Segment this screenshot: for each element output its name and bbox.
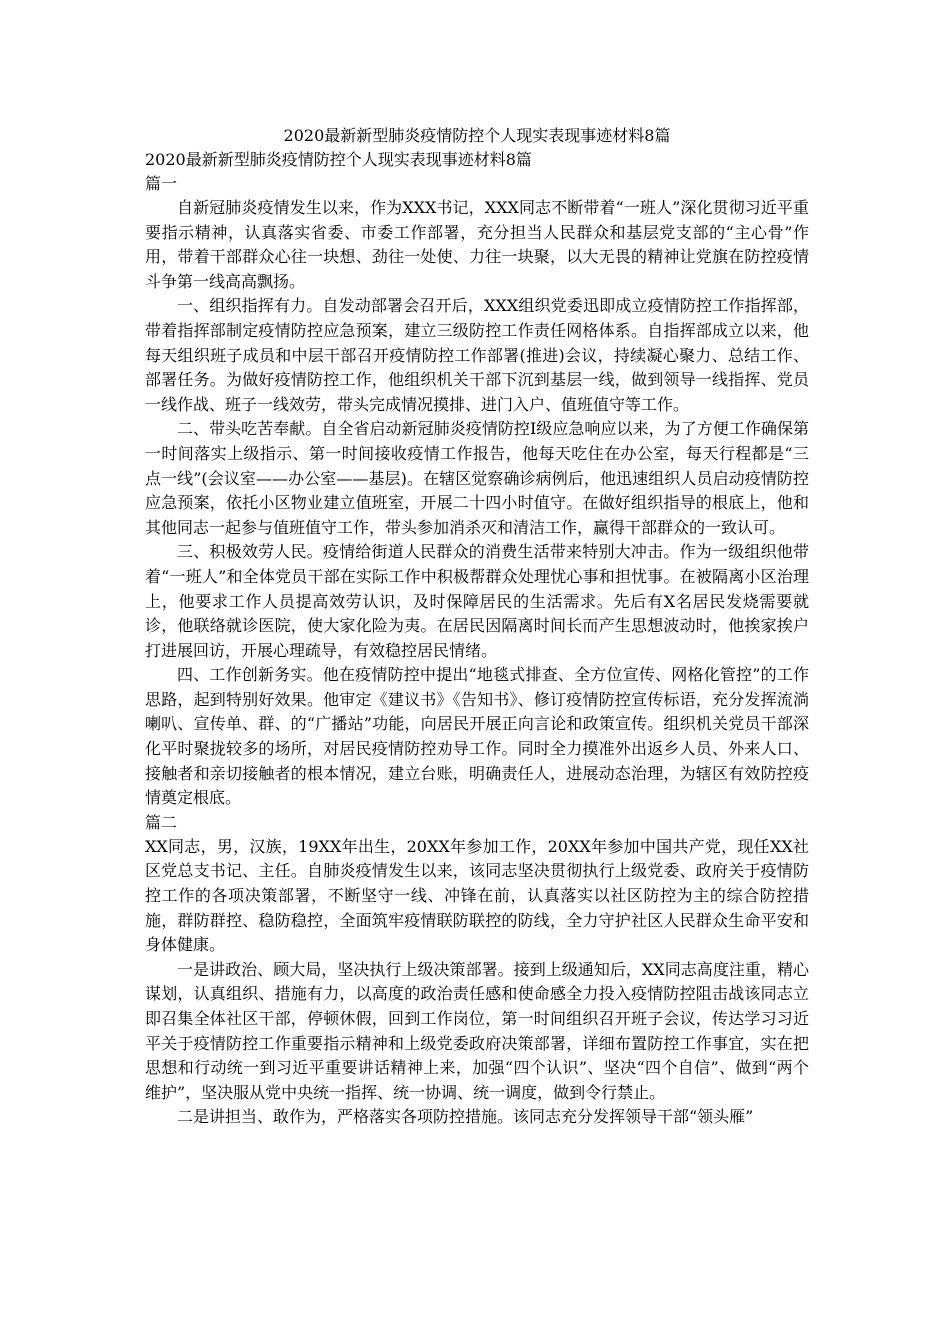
paragraph: 一是讲政治、顾大局，坚决执行上级决策部署。接到上级通知后，XX同志高度注重，精心谋划，认真组织、措施有力，以高度的政治责任感和使命感全力投入疫情防控阻击战该同志立即召集全体社区干部，停顿休假，回到工作岗位，第一时间组织召开班子会议，传达学习习近平关于疫情防控工作重要指示精神和上级党委政府决策部署，详细布置防控工作事宜，实在把思想和行动统一到习近平重要讲话精神上来，加强“四个认识”、坚决“四个自信”、做到“两个维护”，坚决服从党中央统一指挥、统一协调、统一调度，做到令行禁止。 [145, 959, 809, 1102]
paragraph: 一、组织指挥有力。自发动部署会召开后，XXX组织党委迅即成立疫情防控工作指挥部，带着指挥部制定疫情防控应急预案，建立三级防控工作责任网格体系。自指挥部成立以来，他每天组织班子成员和中层干部召开疫情防控工作部署(推进)会议，持续凝心聚力、总结工作、部署任务。为做好疫情防控工作，他组织机关干部下沉到基层一线，做到领导一线指挥、党员一线作战、班子一线效劳，带头完成情况摸排、进门入户、值班值守等工作。 [145, 296, 809, 414]
paragraph: 四、工作创新务实。他在疫情防控中提出“地毯式排查、全方位宣传、网格化管控”的工作思路，起到特别好效果。他审定《建议书》《告知书》、修订疫情防控宣传标语，充分发挥流淌喇叭、宣传单、群、的“广播站”功能，向居民开展正向言论和政策宣传。组织机关党员干部深化平时聚拢较多的场所，对居民疫情防控劝导工作。同时全力摸准外出返乡人员、外来人口、接触者和亲切接触者的根本情况，建立台账，明确责任人，进展动态治理，为辖区有效防控疫情奠定根底。 [145, 665, 809, 808]
section-heading: 篇二 [145, 812, 178, 832]
paragraph: 二、带头吃苦奉献。自全省启动新冠肺炎疫情防控Ⅰ级应急响应以来，为了方便工作确保第一时间落实上级指示、第一时间接收疫情工作报告，他每天吃住在办公室，每天行程都是“三点一线”(会议室——办公室——基层)。在辖区觉察确诊病例后，他迅速组织人员启动疫情防控应急预案，依托小区物业建立值班室，开展二十四小时值守。在做好组织指导的根底上，他和其他同志一起参与值班值守工作，带头参加消杀灭和清洁工作，赢得干部群众的一致认可。 [145, 419, 809, 537]
paragraph: 三、积极效劳人民。疫情给街道人民群众的消费生活带来特别大冲击。作为一级组织他带着“一班人”和全体党员干部在实际工作中积极帮群众处理忧心事和担忧事。在被隔离小区治理上，他要求工作人员提高效劳认识，及时保障居民的生活需求。先后有X名居民发烧需要就诊，他联络就诊医院，使大家化险为夷。在居民因隔离时间长而产生思想波动时，他挨家挨户打进展回访，开展心理疏导，有效稳控居民情绪。 [145, 542, 809, 660]
document-title: 2020最新新型肺炎疫情防控个人现实表现事迹材料8篇 [283, 126, 671, 145]
paragraph: 二是讲担当、敢作为，严格落实各项防控措施。该同志充分发挥领导干部“领头雁” [177, 1107, 754, 1127]
paragraph: 自新冠肺炎疫情发生以来，作为XXX书记，XXX同志不断带着“一班人”深化贯彻习近平重要指示精神，认真落实省委、市委工作部署，充分担当人民群众和基层党支部的“主心骨”作用，带着干部群众心往一块想、劲往一处使、力往一块聚，以大无畏的精神让党旗在防控疫情斗争第一线高高飘扬。 [145, 198, 809, 291]
paragraph: XX同志，男，汉族，19XX年出生，20XX年参加工作，20XX年参加中国共产党，现任XX社区党总支书记、主任。自肺炎疫情发生以来，该同志坚决贯彻执行上级党委、政府关于疫情防控工作的各项决策部署，不断坚守一线、冲锋在前，认真落实以社区防控为主的综合防控措施，群防群控、稳防稳控，全面筑牢疫情联防联控的防线，全力守护社区人民群众生命平安和身体健康。 [145, 836, 809, 955]
document-page [145, 124, 809, 1130]
section-heading: 篇一 [145, 174, 178, 193]
document-subtitle: 2020最新新型肺炎疫情防控个人现实表现事迹材料8篇 [145, 150, 532, 169]
